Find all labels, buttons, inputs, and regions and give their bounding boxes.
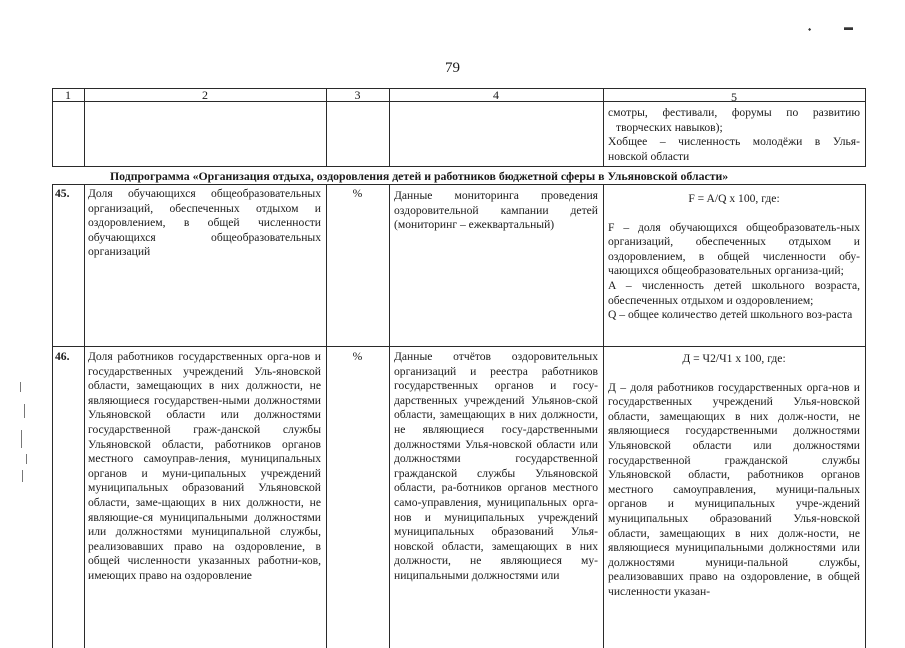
indicator-table: [52, 88, 866, 648]
indicator-name: Доля работников государственных орга-нов и государственных учреждений Уль-яновской области, замещающих в них должности, не являющиеся государствен-ными должностями Ульяновской области или должностями государственной граж-данской службы Ульяновской области, работников органов местного самоуправ-ления, муниципальных органов и муни-ципальных учреждений муниципальных образований Ульяновской области, заме-щающих в них должности, не являющие-ся муниципальными должностями или должностями муниципальной службы, реализовавших право на оздоровление, в общей численности указанных работни-ков, имеющих право на оздоровление: [88, 350, 321, 582]
formula-definition: Д – доля работников государственных орга-нов и государственных учреждений Улья-новской области, замещающих в них долж-ности, не являющиеся государственными должностями Ульяновской области или должностями государственной гражданской службы Ульяновской области, работников органов местного самоуправления, муници-пальных органов и муниципальных учре-ждений муниципальных образований Улья-новской области, замещающих в них долж-ности, не являющиеся муниципальными должностями или должностями муници-пальной службы, реализовавших право на оздоровление, в общей численности указан-: [608, 380, 860, 598]
scan-mark: ⬩: [808, 24, 812, 34]
formula: F = A/Q x 100, где:: [688, 192, 780, 205]
subprogram-title: Подпрограмма «Организация отдыха, оздоровления детей и работников бюджетной сферы в Ульяновской области»: [110, 169, 729, 183]
formula-definition: Q – общее количество детей школьного воз-раста: [608, 308, 853, 322]
scan-mark: ▬: [844, 22, 853, 32]
formula-definition: A – численность детей школьного возраста, обеспеченных отдыхом и оздоровлением;: [608, 278, 860, 307]
continuation-line: новской области: [608, 149, 690, 163]
column-header: 5: [731, 90, 737, 104]
unit-cell: %: [352, 187, 363, 200]
column-header: 3: [354, 88, 361, 102]
continuation-line: смотры, фестивали, форумы по развитию: [608, 106, 860, 119]
continuation-text: [608, 106, 860, 164]
calculation-method: [608, 192, 860, 323]
column-header: 1: [65, 88, 71, 102]
formula-definition: F – доля обучающихся общеобразователь-ных организаций, обеспеченных отдыхом и оздоровлением, в общей численности обу-чающихся общеобразовательных организа-ций;: [608, 220, 860, 278]
unit-cell: %: [352, 350, 363, 363]
column-header: 2: [202, 88, 208, 102]
column-header: 4: [493, 88, 499, 102]
formula: Д = Ч2/Ч1 x 100, где:: [682, 352, 786, 365]
continuation-line: творческих навыков);: [616, 120, 723, 134]
data-source: Данные мониторинга проведения оздоровительной кампании детей (мониторинг – ежеквартальный): [394, 189, 598, 232]
row-number: 46.: [55, 350, 70, 363]
indicator-name: Доля обучающихся общеобразовательных организаций, обеспеченных отдыхом и оздоровлением, в общей численности обучающихся общеобразовательных организаций: [88, 187, 321, 259]
row-number: 45.: [55, 187, 70, 200]
data-source: Данные отчётов оздоровительных организаций и реестра работников государственных органов и госу-дарственных учреждений Ульянов-ской области, замещающих в них должности, не являющиеся госу-дарственными должностями Улья-новской области или должностями государственной гражданской службы Ульяновской области, ра-ботников органов местного само-управления, муниципальных орга-нов и муниципальных учреждений муниципальных образований Улья-новской области, замещающих в них должности, не являющиеся му-ниципальными должностями или: [394, 350, 598, 582]
continuation-line: Xобщее – численность молодёжи в Улья-: [608, 135, 860, 149]
calculation-method: [608, 352, 860, 600]
page-number: 79: [445, 60, 460, 76]
